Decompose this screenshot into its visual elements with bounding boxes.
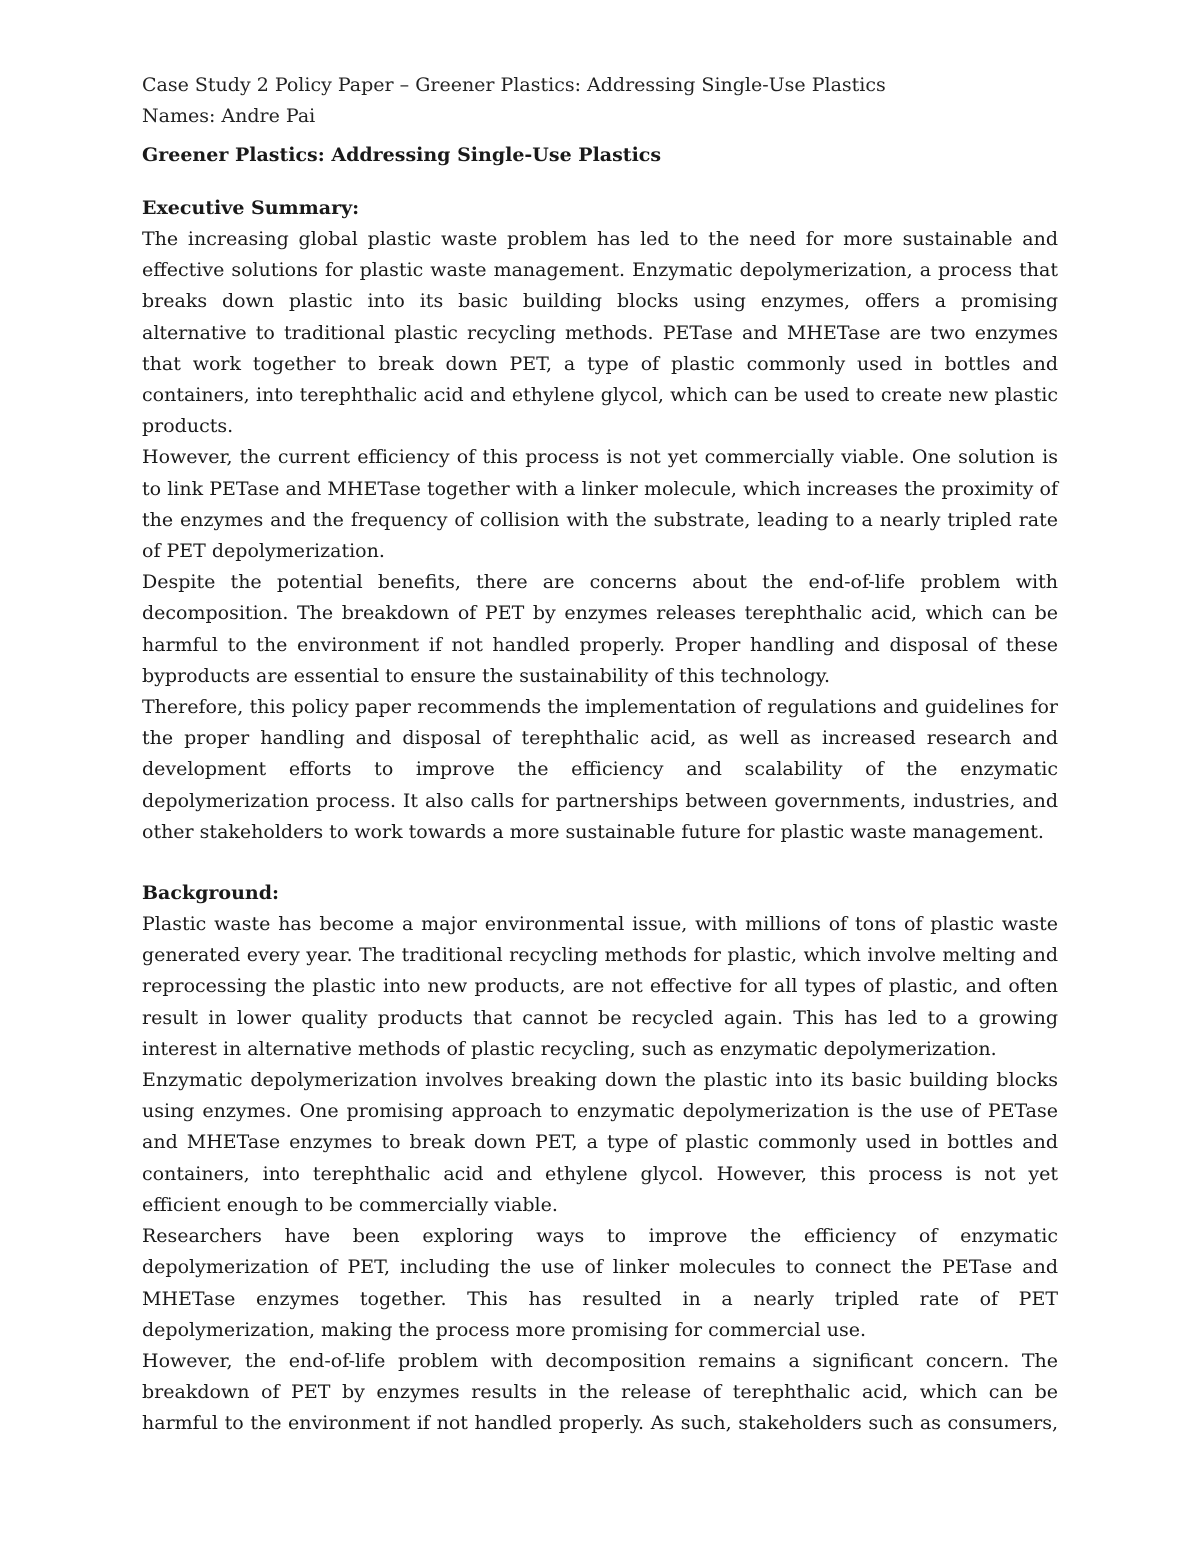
section-executive-summary (142, 193, 1058, 848)
section-heading: Executive Summary: (142, 197, 360, 219)
paragraph: Despite the potential benefits, there are concerns about the end-of-life problem with decomposition. The breakdown of PET by enzymes releases terephthalic acid, which can be harmful to the environment if not handled properly. Proper handling and disposal of these byproducts are essential to ensure the sustainability of this technology. (142, 571, 1058, 687)
paragraph: Plastic waste has become a major environmental issue, with millions of tons of plastic waste generated every year. The traditional recycling methods for plastic, which involve melting and reprocessing the plastic into new products, are not effective for all types of plastic, and often result in lower quality products that cannot be recycled again. This has led to a growing interest in alternative methods of plastic recycling, such as enzymatic depolymerization. (142, 913, 1058, 1060)
author-names-line: Names: Andre Pai (142, 105, 316, 127)
paragraph: However, the end-of-life problem with decomposition remains a significant concern. The breakdown of PET by enzymes results in the release of terephthalic acid, which can be harmful to the environment if not handled properly. As such, stakeholders such as consumers, (142, 1349, 1058, 1435)
paragraph: The increasing global plastic waste problem has led to the need for more sustainable and effective solutions for plastic waste management. Enzymatic depolymerization, a process that breaks down plastic into its basic building blocks using enzymes, offers a promising alternative to traditional plastic recycling methods. PETase and MHETase are two enzymes that work together to break down PET, a type of plastic commonly used in bottles and containers, into terephthalic acid and ethylene glycol, which can be used to create new plastic products. (142, 228, 1058, 438)
section-heading: Background: (142, 882, 279, 905)
section-background (142, 878, 1058, 1439)
document-page (142, 70, 1058, 1440)
course-header-line: Case Study 2 Policy Paper – Greener Plastics: Addressing Single-Use Plastics (142, 74, 886, 96)
paragraph: However, the current efficiency of this process is not yet commercially viable. One solution is to link PETase and MHETase together with a linker molecule, which increases the proximity of the enzymes and the frequency of collision with the substrate, leading to a nearly tripled rate of PET depolymerization. (142, 446, 1058, 563)
paragraph: Researchers have been exploring ways to improve the efficiency of enzymatic depolymerization of PET, including the use of linker molecules to connect the PETase and MHETase enzymes together. This has resulted in a nearly tripled rate of PET depolymerization, making the process more promising for commercial use. (142, 1225, 1058, 1341)
document-title: Greener Plastics: Addressing Single-Use Plastics (142, 144, 662, 166)
paragraph: Enzymatic depolymerization involves breaking down the plastic into its basic building blocks using enzymes. One promising approach to enzymatic depolymerization is the use of PETase and MHETase enzymes to break down PET, a type of plastic commonly used in bottles and containers, into terephthalic acid and ethylene glycol. However, this process is not yet efficient enough to be commercially viable. (142, 1069, 1058, 1216)
paragraph: Therefore, this policy paper recommends the implementation of regulations and guidelines for the proper handling and disposal of terephthalic acid, as well as increased research and development efforts to improve the efficiency and scalability of the enzymatic depolymerization process. It also calls for partnerships between governments, industries, and other stakeholders to work towards a more sustainable future for plastic waste management. (142, 696, 1058, 843)
